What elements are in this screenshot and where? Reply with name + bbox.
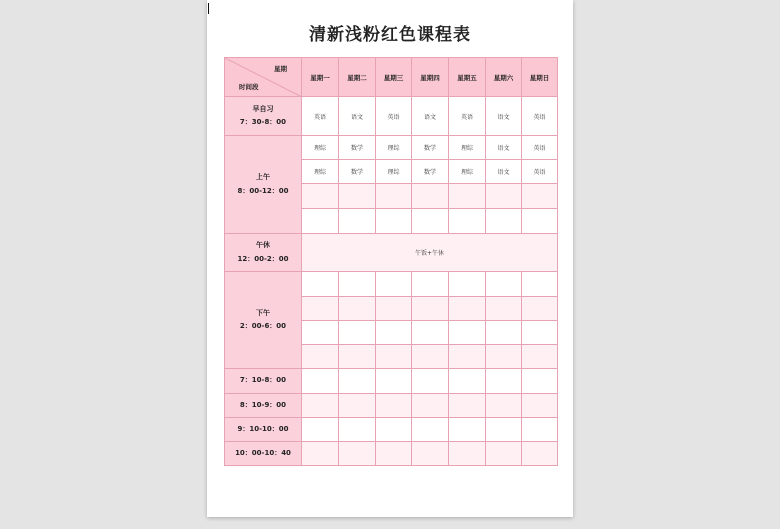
course-cell[interactable] (449, 442, 486, 466)
course-cell[interactable] (376, 418, 412, 442)
course-cell[interactable]: 理综 (449, 160, 486, 184)
course-cell[interactable] (302, 297, 339, 321)
table-row (225, 369, 558, 394)
corner-cell (225, 58, 302, 97)
course-cell[interactable]: 语文 (486, 97, 522, 136)
course-cell[interactable] (376, 442, 412, 466)
period-time: 7：30-8：00 (239, 118, 287, 126)
course-cell[interactable] (522, 345, 558, 369)
day-header: 星期一 (302, 58, 339, 97)
course-cell[interactable] (522, 272, 558, 297)
period-evening-1: 7：10-8：00 (225, 369, 302, 394)
course-cell[interactable]: 语文 (486, 136, 522, 160)
course-cell[interactable]: 英语 (302, 97, 339, 136)
course-cell[interactable] (412, 369, 449, 394)
course-cell[interactable]: 英语 (522, 136, 558, 160)
course-cell[interactable] (522, 442, 558, 466)
text-cursor (208, 3, 209, 14)
course-cell[interactable] (339, 394, 376, 418)
course-cell[interactable] (339, 442, 376, 466)
course-cell[interactable] (412, 297, 449, 321)
course-cell[interactable]: 理综 (376, 160, 412, 184)
course-cell[interactable] (302, 345, 339, 369)
period-name: 早自习 (252, 104, 274, 113)
day-header: 星期日 (522, 58, 558, 97)
course-cell[interactable] (486, 345, 522, 369)
course-cell[interactable] (412, 184, 449, 209)
period-evening-3: 9：10-10：00 (225, 418, 302, 442)
course-cell[interactable] (302, 394, 339, 418)
course-cell[interactable] (522, 209, 558, 234)
course-cell[interactable] (449, 209, 486, 234)
period-morning (225, 136, 302, 234)
table-row (225, 234, 558, 272)
course-cell[interactable] (486, 394, 522, 418)
corner-week-label: 星期 (274, 65, 287, 73)
course-cell[interactable] (376, 184, 412, 209)
course-cell[interactable] (522, 184, 558, 209)
period-morning-study (225, 97, 302, 136)
course-cell[interactable] (302, 442, 339, 466)
course-cell[interactable] (486, 272, 522, 297)
table-row (225, 272, 558, 297)
period-evening-2: 8：10-9：00 (225, 394, 302, 418)
table-row (225, 97, 558, 136)
course-cell[interactable]: 数学 (412, 160, 449, 184)
course-cell[interactable] (376, 345, 412, 369)
course-cell[interactable] (522, 321, 558, 345)
course-cell[interactable] (449, 394, 486, 418)
course-cell[interactable] (339, 345, 376, 369)
course-cell[interactable] (302, 321, 339, 345)
course-cell[interactable] (302, 418, 339, 442)
course-cell[interactable] (339, 272, 376, 297)
course-cell[interactable] (339, 369, 376, 394)
course-cell[interactable]: 数学 (339, 136, 376, 160)
course-cell[interactable] (486, 418, 522, 442)
course-cell[interactable] (449, 297, 486, 321)
course-cell[interactable] (486, 209, 522, 234)
period-name: 下午 (256, 308, 270, 317)
day-header: 星期四 (412, 58, 449, 97)
period-time: 2：00-6：00 (239, 322, 287, 330)
table-row (225, 418, 558, 442)
course-cell[interactable] (376, 209, 412, 234)
course-cell[interactable] (522, 418, 558, 442)
course-cell[interactable] (412, 418, 449, 442)
period-time: 8：00-12：00 (237, 186, 289, 195)
course-cell[interactable] (412, 272, 449, 297)
course-cell[interactable]: 数学 (412, 136, 449, 160)
course-cell[interactable]: 语文 (339, 97, 376, 136)
course-cell[interactable] (302, 272, 339, 297)
course-cell[interactable]: 英语 (449, 97, 486, 136)
course-cell[interactable]: 英语 (522, 97, 558, 136)
course-cell[interactable] (412, 209, 449, 234)
day-header: 星期三 (376, 58, 412, 97)
course-cell[interactable] (449, 345, 486, 369)
course-cell[interactable]: 语文 (486, 160, 522, 184)
corner-period-label: 时间段 (239, 83, 259, 91)
course-cell[interactable] (486, 184, 522, 209)
course-cell[interactable] (449, 369, 486, 394)
period-time: 12：00-2：00 (237, 254, 289, 263)
period-evening-4: 10：00-10：40 (225, 442, 302, 466)
course-cell[interactable] (486, 321, 522, 345)
day-header: 星期五 (449, 58, 486, 97)
course-cell[interactable] (522, 394, 558, 418)
course-cell[interactable] (302, 184, 339, 209)
course-cell[interactable]: 语文 (412, 97, 449, 136)
course-cell[interactable]: 理综 (302, 136, 339, 160)
course-cell[interactable] (376, 394, 412, 418)
course-cell[interactable] (339, 184, 376, 209)
course-cell[interactable] (449, 272, 486, 297)
course-cell[interactable] (449, 184, 486, 209)
course-cell[interactable] (412, 394, 449, 418)
course-cell[interactable] (449, 418, 486, 442)
course-cell[interactable] (486, 442, 522, 466)
course-cell[interactable] (412, 442, 449, 466)
course-cell[interactable]: 英语 (522, 160, 558, 184)
course-cell[interactable] (486, 369, 522, 394)
corner-diagonal (225, 58, 302, 97)
period-afternoon (225, 272, 302, 369)
noon-break-note: 午饭+午休 (302, 234, 558, 272)
period-noon-break (225, 234, 302, 272)
timetable (224, 57, 558, 466)
course-cell[interactable]: 英语 (376, 97, 412, 136)
course-cell[interactable] (339, 209, 376, 234)
course-cell[interactable] (449, 321, 486, 345)
course-cell[interactable] (486, 297, 522, 321)
course-cell[interactable] (522, 297, 558, 321)
course-cell[interactable] (376, 272, 412, 297)
course-cell[interactable]: 理综 (302, 160, 339, 184)
course-cell[interactable] (339, 321, 376, 345)
course-cell[interactable] (522, 369, 558, 394)
day-header: 星期二 (339, 58, 376, 97)
course-cell[interactable] (302, 369, 339, 394)
course-cell[interactable]: 理综 (376, 136, 412, 160)
course-cell[interactable]: 理综 (449, 136, 486, 160)
course-cell[interactable] (376, 297, 412, 321)
period-name: 上午 (256, 173, 270, 182)
course-cell[interactable] (376, 369, 412, 394)
table-row (225, 394, 558, 418)
course-cell[interactable] (412, 345, 449, 369)
course-cell[interactable] (339, 297, 376, 321)
header-row (225, 58, 558, 97)
table-row (225, 442, 558, 466)
day-header: 星期六 (486, 58, 522, 97)
course-cell[interactable] (302, 209, 339, 234)
course-cell[interactable] (412, 321, 449, 345)
period-name: 午休 (256, 241, 270, 250)
page-title: 清新浅粉红色课程表 (309, 25, 471, 45)
table-row (225, 136, 558, 160)
course-cell[interactable]: 数学 (339, 160, 376, 184)
course-cell[interactable] (376, 321, 412, 345)
document-page (207, 0, 573, 517)
course-cell[interactable] (339, 418, 376, 442)
